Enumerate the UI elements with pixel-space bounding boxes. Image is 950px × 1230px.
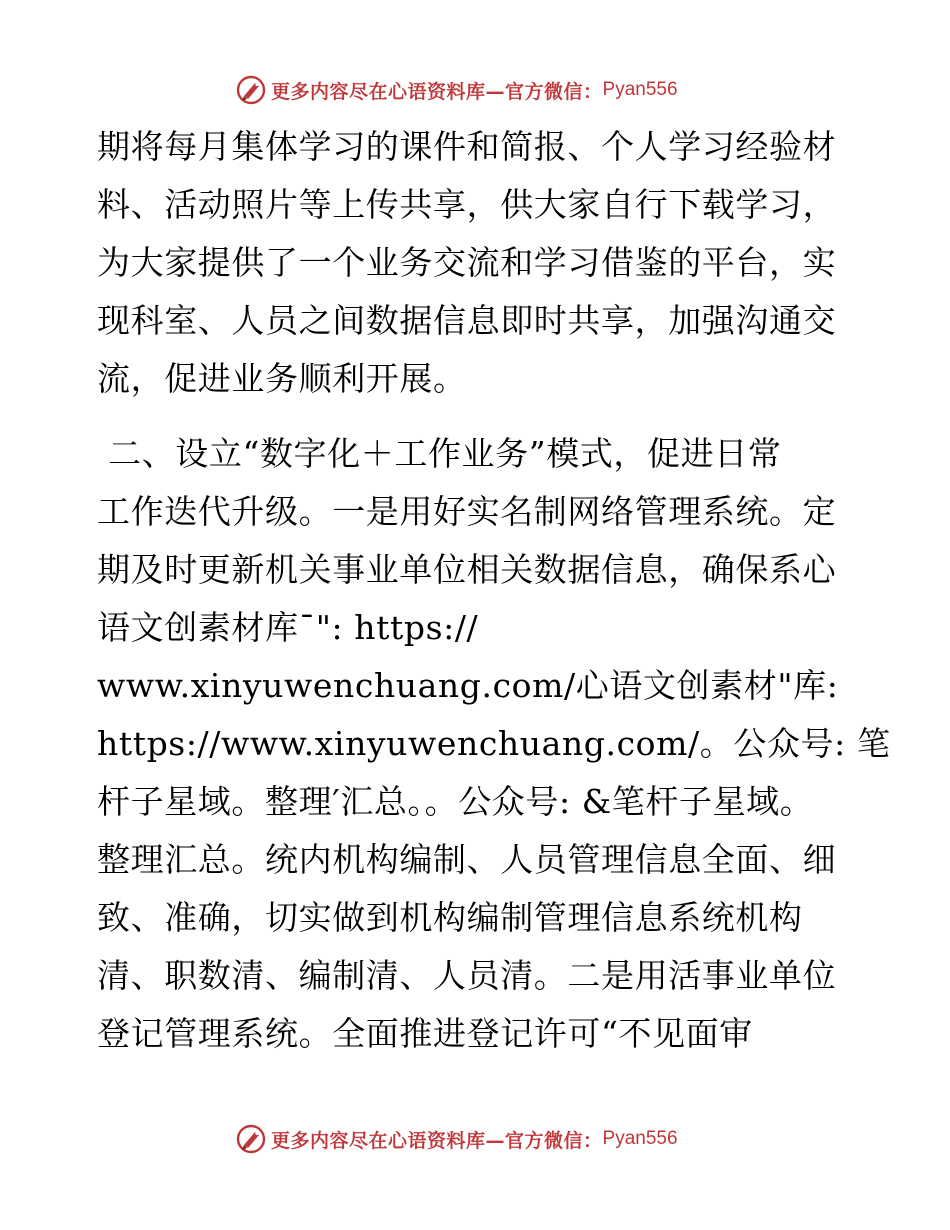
banner-wechat-id: Pyan556 <box>602 79 678 100</box>
text-line: 为大家提供了一个业务交流和学习借鉴的平台，实 <box>97 243 837 282</box>
banner-text: 更多内容尽在心语资料库—官方微信： <box>271 80 603 103</box>
text-line: 登记管理系统。全面推进登记许可“不见面审 <box>97 1014 753 1053</box>
header-watermark-banner <box>235 73 678 107</box>
text-line: 期将每月集体学习的课件和简报、个人学习经验材 <box>97 127 837 166</box>
text-line: 流，促进业务顺利开展。 <box>97 359 467 398</box>
text-line: 期及时更新机关事业单位相关数据信息，确保系心 <box>97 550 837 589</box>
text-line: 清、职数清、编制清、人员清。二是用活事业单位 <box>97 956 837 995</box>
text-line: 语文创素材库¯": https:// <box>97 608 479 647</box>
pen-logo-icon <box>235 74 267 106</box>
footer-watermark-banner <box>235 1122 678 1156</box>
banner-wechat-id: Pyan556 <box>602 1128 678 1149</box>
pen-logo-icon <box>235 1123 267 1155</box>
text-line: 杆子星域。整理′汇总。。公众号: &笔杆子星域。 <box>97 782 814 821</box>
text-line: 料、活动照片等上传共享，供大家自行下载学习， <box>97 185 837 224</box>
text-line: 致、准确，切实做到机构编制管理信息系统机构 <box>97 898 803 937</box>
text-line: 整理汇总。统内机构编制、人员管理信息全面、细 <box>97 840 837 879</box>
text-line: 二、设立“数字化＋工作业务”模式，促进日常 <box>97 434 782 473</box>
banner-text: 更多内容尽在心语资料库—官方微信： <box>271 1129 603 1152</box>
text-line: 工作迭代升级。一是用好实名制网络管理系统。定 <box>97 492 837 531</box>
text-line: https://www.xinyuwenchuang.com/。公众号: 笔 <box>97 724 891 763</box>
text-line: www.xinyuwenchuang.com/心语文创素材"库: <box>97 666 839 705</box>
text-line: 现科室、人员之间数据信息即时共享，加强沟通交 <box>97 301 837 340</box>
